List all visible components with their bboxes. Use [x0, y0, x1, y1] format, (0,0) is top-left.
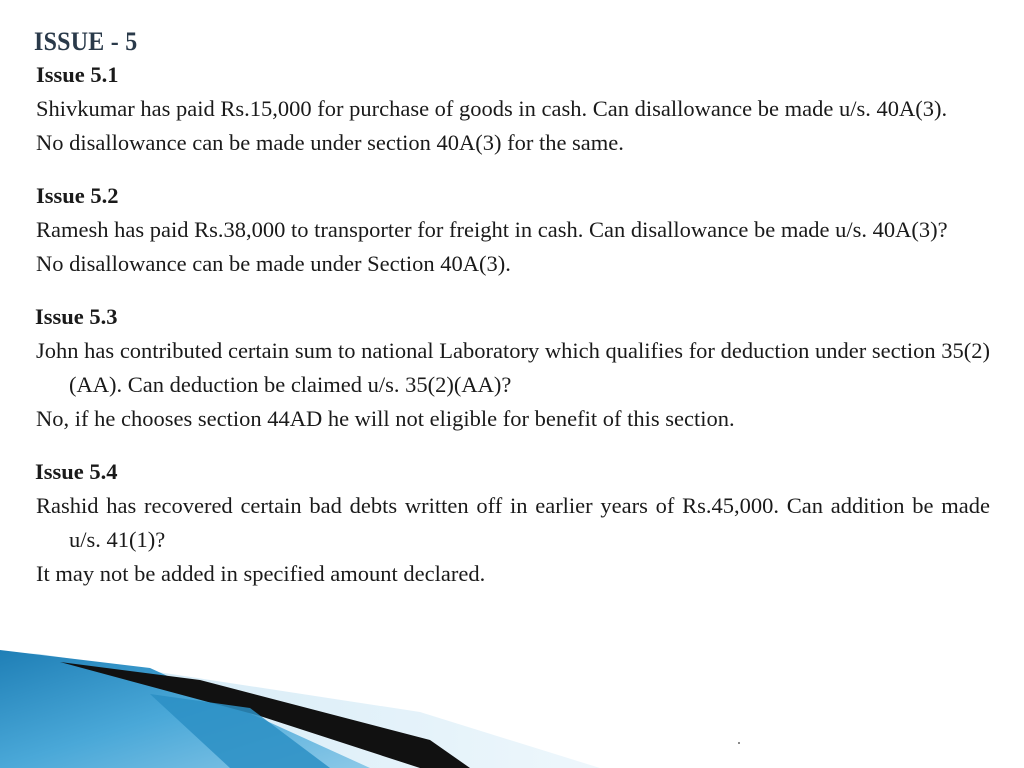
issue-question: Rashid has recovered certain bad debts written off in earlier years of Rs.45,000. Can addition be made u/s. 41(1)?	[36, 493, 990, 552]
issue-block	[36, 58, 990, 160]
issue-heading: Issue 5.1	[36, 62, 119, 87]
issue-block	[36, 179, 990, 281]
issue-block	[36, 300, 990, 436]
issue-question: Shivkumar has paid Rs.15,000 for purchase of goods in cash. Can disallowance be made u/s. 40A(3).	[36, 96, 948, 121]
issue-answer: No disallowance can be made under section 40A(3) for the same.	[36, 130, 624, 155]
issue-heading: Issue 5.4	[35, 459, 118, 484]
issue-answer: It may not be added in specified amount declared.	[36, 561, 486, 586]
footer-mark	[738, 742, 740, 744]
ribbon-dark-band	[60, 662, 470, 768]
slide-title: ISSUE - 5	[34, 27, 138, 56]
issues-list	[36, 58, 990, 591]
issue-question: John has contributed certain sum to national Laboratory which qualifies for deduction under section 35(2)(AA). Can deduction be claimed u/s. 35(2)(AA)?	[36, 338, 990, 397]
issue-heading: Issue 5.3	[35, 304, 118, 329]
issue-block	[36, 455, 990, 591]
issue-answer: No disallowance can be made under Section 40A(3).	[36, 251, 511, 276]
issue-question: Ramesh has paid Rs.38,000 to transporter for freight in cash. Can disallowance be made u/s. 40A(3)?	[36, 217, 948, 242]
ribbon-light-band	[0, 652, 600, 768]
ribbon-blue-highlight	[150, 694, 330, 768]
issue-heading: Issue 5.2	[36, 183, 119, 208]
issue-answer: No, if he chooses section 44AD he will not eligible for benefit of this section.	[36, 406, 735, 431]
ribbon-blue-band	[0, 650, 370, 768]
